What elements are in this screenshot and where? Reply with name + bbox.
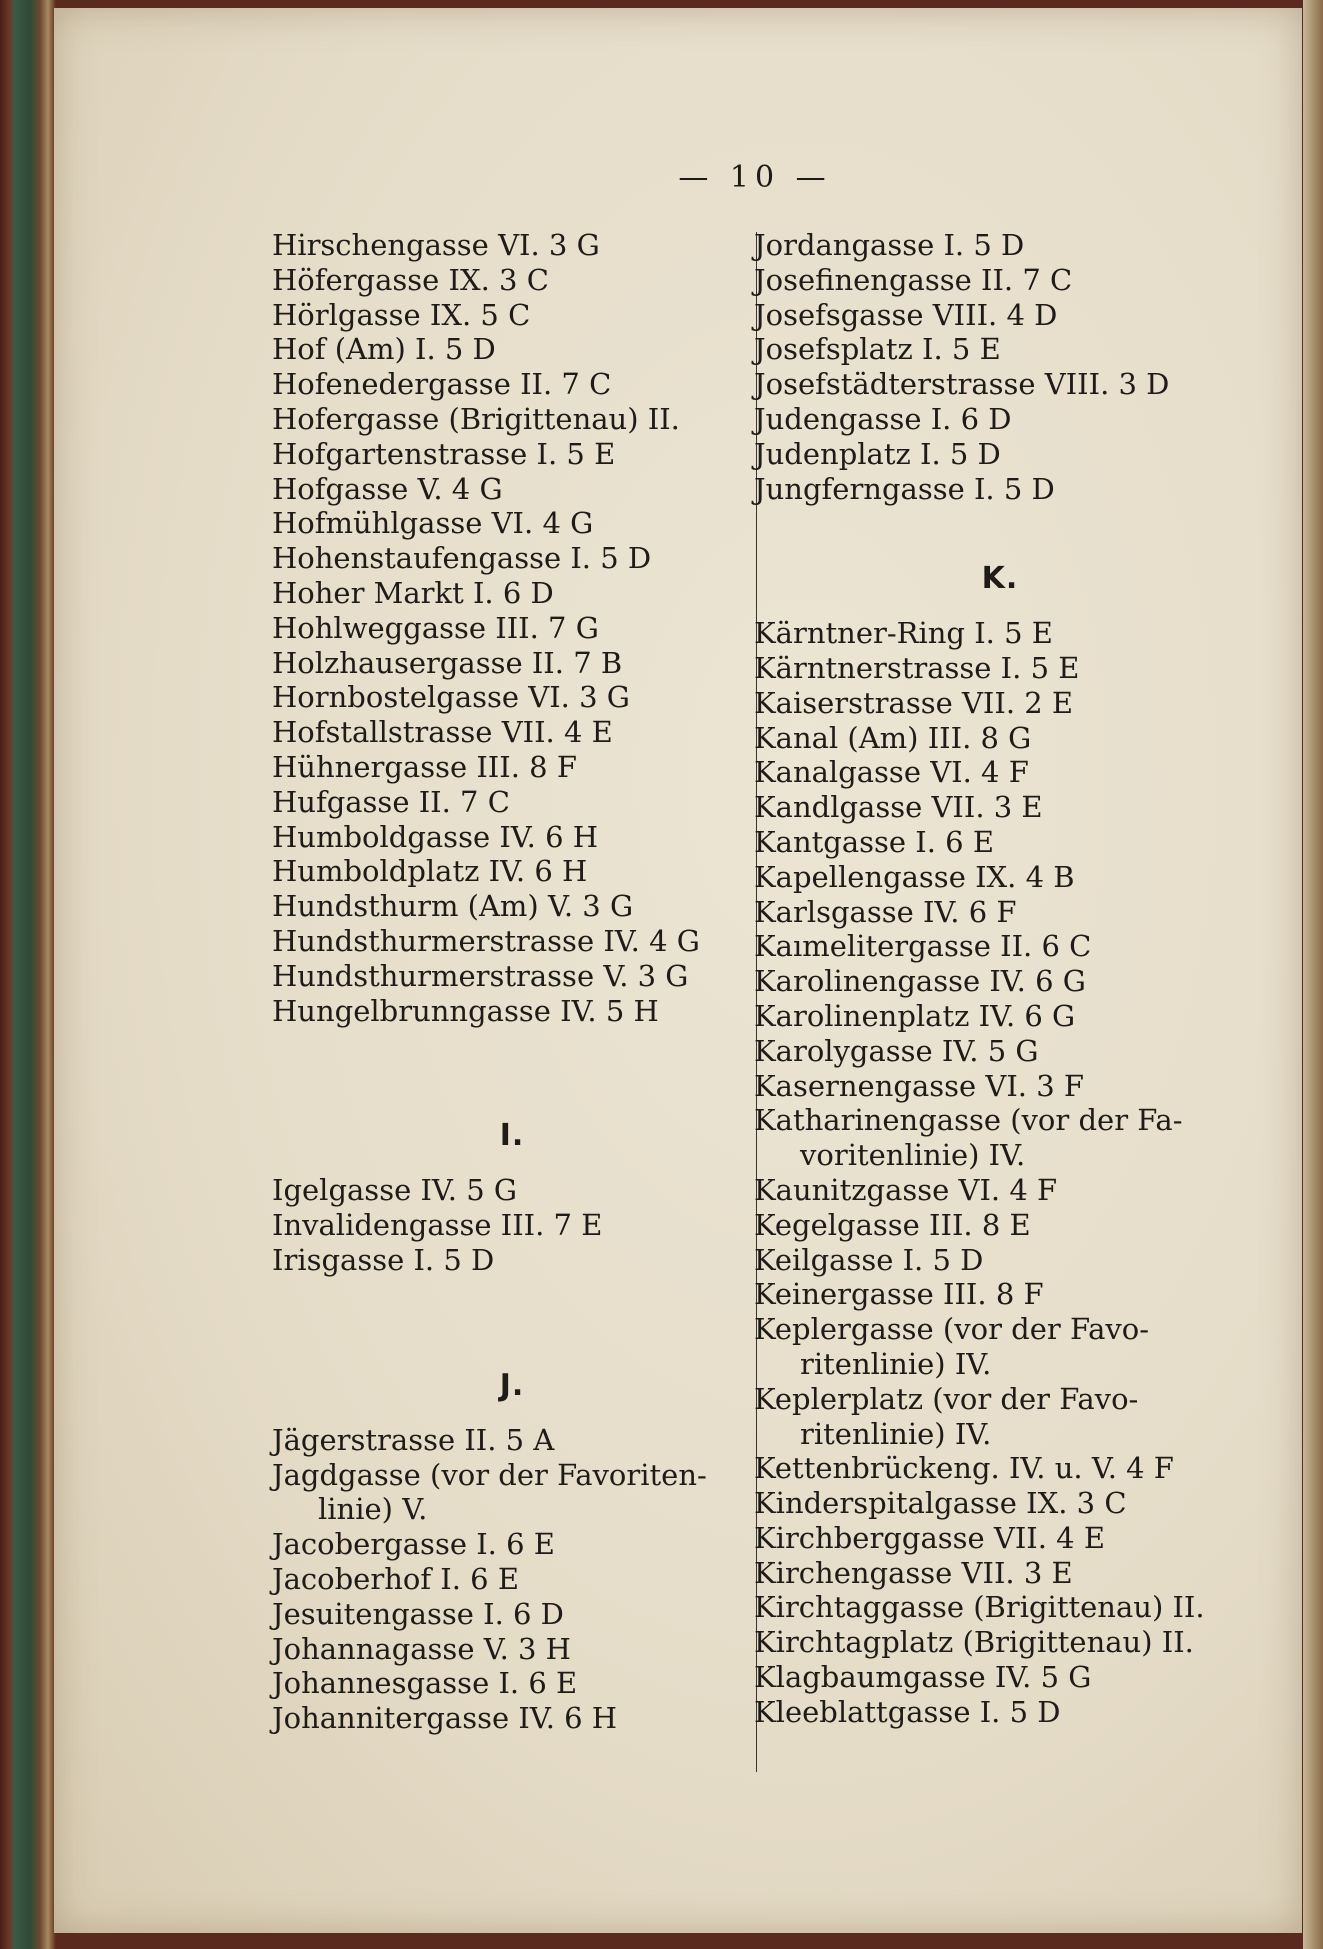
index-entry: Kärntnerstrasse I. 5 E (754, 650, 1080, 685)
index-entry: Jagdgasse (vor der Favoriten- (272, 1457, 707, 1492)
index-entry: Hof (Am) I. 5 D (272, 332, 496, 367)
index-entry: Kirchtaggasse (Brigittenau) II. (754, 1590, 1205, 1625)
page-edge (1303, 0, 1323, 1949)
index-entry: Irisgasse I. 5 D (272, 1242, 495, 1277)
index-entry: Kirchtagplatz (Brigittenau) II. (754, 1625, 1194, 1660)
index-entry: Kantgasse I. 6 E (754, 824, 995, 859)
index-entry: Kapellengasse IX. 4 B (754, 859, 1075, 894)
index-entry: Hirschengasse VI. 3 G (272, 228, 600, 262)
section-k-list (754, 616, 1246, 1730)
section-heading-k: K. (981, 561, 1019, 597)
index-entry: Humboldgasse IV. 6 H (272, 819, 599, 854)
index-entry: Keinergasse III. 8 F (754, 1277, 1044, 1312)
index-entry: Hundsthurm (Am) V. 3 G (272, 889, 634, 924)
index-entry: Kinderspitalgasse IX. 3 C (754, 1486, 1127, 1521)
index-entry: Karolygasse IV. 5 G (754, 1033, 1039, 1068)
index-entry: Josefinengasse II. 7 C (754, 262, 1073, 297)
index-entry: Hofgasse V. 4 G (272, 471, 503, 506)
index-entry: Hornbostelgasse VI. 3 G (272, 680, 630, 715)
index-entry: Jacoberhof I. 6 E (272, 1561, 520, 1596)
index-entry: Invalidengasse III. 7 E (272, 1208, 603, 1243)
index-entry: Jesuitengasse I. 6 D (272, 1596, 564, 1631)
index-entry: Kirchberggasse VII. 4 E (754, 1520, 1106, 1555)
index-entry: Karlsgasse IV. 6 F (754, 894, 1017, 929)
index-entry-continuation: linie) V. (318, 1492, 428, 1527)
index-entry: Kirchengasse VII. 3 E (754, 1555, 1073, 1590)
index-entry: Judengasse I. 6 D (754, 401, 1012, 436)
index-entry: Hofstallstrasse VII. 4 E (272, 715, 613, 750)
index-entry: Jungferngasse I. 5 D (754, 471, 1055, 506)
index-entry: Kaiserstrasse VII. 2 E (754, 685, 1074, 720)
index-entry: Hoher Markt I. 6 D (272, 575, 554, 610)
index-entry: Johannagasse V. 3 H (272, 1631, 571, 1666)
section-j-continued-list (754, 228, 1246, 506)
section-heading-i: I. (499, 1118, 525, 1154)
index-entry: Josefsplatz I. 5 E (754, 332, 1001, 367)
index-entry: Jacobergasse I. 6 E (272, 1527, 555, 1562)
index-entry: Karolinengasse IV. 6 G (754, 964, 1086, 999)
index-entry: Igelgasse IV. 5 G (272, 1173, 518, 1208)
index-entry: Jordangasse I. 5 D (754, 228, 1025, 262)
index-entry: Höfergasse IX. 3 C (272, 262, 549, 297)
index-entry: Hofergasse (Brigittenau) II. (272, 401, 680, 436)
index-entry-continuation: ritenlinie) IV. (800, 1416, 992, 1451)
index-entry: Kleeblattgasse I. 5 D (754, 1694, 1061, 1729)
right-column (754, 228, 1246, 1730)
index-entry: Josefsgasse VIII. 4 D (754, 297, 1058, 332)
index-entry: Hundsthurmerstrasse IV. 4 G (272, 923, 700, 958)
index-entry: Humboldplatz IV. 6 H (272, 854, 588, 889)
section-heading-j: J. (499, 1367, 525, 1403)
index-entry: Hohlweggasse III. 7 G (272, 610, 599, 645)
index-entry: Johannesgasse I. 6 E (272, 1666, 578, 1701)
index-entry: Hofgartenstrasse I. 5 E (272, 436, 616, 471)
index-entry: Kaımelitergasse II. 6 C (754, 929, 1092, 964)
index-entry: Kegelgasse III. 8 E (754, 1207, 1031, 1242)
index-entry: Johannitergasse IV. 6 H (272, 1701, 618, 1736)
index-entry: Hufgasse II. 7 C (272, 784, 510, 819)
index-entry: Jägerstrasse II. 5 A (272, 1422, 555, 1457)
index-entry: Kandlgasse VII. 3 E (754, 790, 1043, 825)
index-entry: Keplerplatz (vor der Favo- (754, 1381, 1139, 1416)
index-entry: Keplergasse (vor der Favo- (754, 1312, 1150, 1347)
index-entry: Kärntner-Ring I. 5 E (754, 616, 1053, 651)
index-entry: Kanal (Am) III. 8 G (754, 720, 1032, 755)
index-entry: Keilgasse I. 5 D (754, 1242, 984, 1277)
index-entry-continuation: voritenlinie) IV. (800, 1138, 1026, 1173)
index-entry: Judenplatz I. 5 D (754, 436, 1001, 471)
index-entry: Kasernengasse VI. 3 F (754, 1068, 1085, 1103)
section-j-list (272, 1423, 752, 1736)
index-entry-continuation: ritenlinie) IV. (800, 1346, 992, 1381)
index-entry: Hundsthurmerstrasse V. 3 G (272, 958, 689, 993)
section-h-list (272, 228, 752, 1028)
index-entry: Holzhausergasse II. 7 B (272, 645, 623, 680)
index-entry: Hühnergasse III. 8 F (272, 749, 577, 784)
index-entry: Kettenbrückeng. IV. u. V. 4 F (754, 1451, 1174, 1486)
index-entry: Karolinenplatz IV. 6 G (754, 998, 1076, 1033)
index-entry: Kanalgasse VI. 4 F (754, 755, 1029, 790)
index-entry: Hungelbrunngasse IV. 5 H (272, 993, 659, 1028)
index-entry: Hofenedergasse II. 7 C (272, 367, 612, 402)
index-entry: Klagbaumgasse IV. 5 G (754, 1660, 1092, 1695)
left-column (272, 228, 752, 1736)
index-entry: Josefstädterstrasse VIII. 3 D (754, 367, 1170, 402)
page-number: — 10 — (678, 160, 832, 195)
index-entry: Kaunitzgasse VI. 4 F (754, 1172, 1058, 1207)
index-entry: Hofmühlgasse VI. 4 G (272, 506, 594, 541)
index-entry: Katharinengasse (vor der Fa- (754, 1103, 1183, 1138)
section-i-list (272, 1173, 752, 1277)
index-entry: Hörlgasse IX. 5 C (272, 297, 531, 332)
index-entry: Hohenstaufengasse I. 5 D (272, 541, 652, 576)
